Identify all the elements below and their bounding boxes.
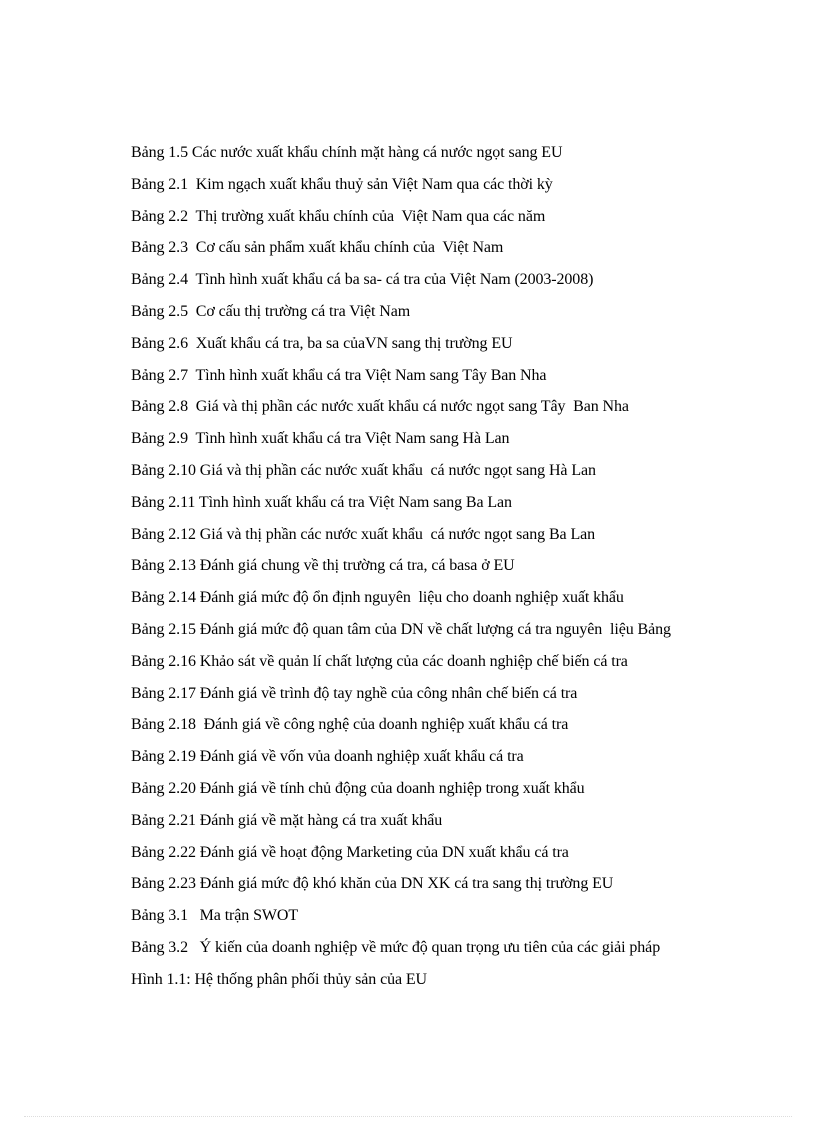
list-item: Bảng 2.4 Tình hình xuất khẩu cá ba sa- cá tra của Việt Nam (2003-2008) bbox=[131, 271, 594, 289]
list-item: Bảng 2.9 Tình hình xuất khẩu cá tra Việt Nam sang Hà Lan bbox=[131, 430, 510, 448]
list-item: Bảng 2.22 Đánh giá về hoạt động Marketing của DN xuất khẩu cá tra bbox=[131, 843, 569, 861]
list-item: Bảng 2.16 Khảo sát về quản lí chất lượng của các doanh nghiệp chế biến cá tra bbox=[131, 652, 628, 670]
list-item: Bảng 2.12 Giá và thị phần các nước xuất khẩu cá nước ngọt sang Ba Lan bbox=[131, 525, 596, 543]
list-item: Bảng 2.20 Đánh giá về tính chủ động của doanh nghiệp trong xuất khẩu bbox=[131, 779, 585, 797]
list-item: Bảng 2.2 Thị trường xuất khẩu chính của Việt Nam qua các năm bbox=[131, 207, 546, 225]
table-list bbox=[131, 141, 771, 1000]
list-item: Bảng 2.19 Đánh giá về vốn vủa doanh nghiệp xuất khẩu cá tra bbox=[131, 748, 524, 766]
list-item: Bảng 2.23 Đánh giá mức độ khó khăn của DN XK cá tra sang thị trường EU bbox=[131, 875, 614, 893]
list-item: Bảng 2.6 Xuất khẩu cá tra, ba sa củaVN sang thị trường EU bbox=[131, 334, 513, 352]
list-item: Hình 1.1: Hệ thống phân phối thủy sản của EU bbox=[131, 970, 427, 988]
list-item: Bảng 2.15 Đánh giá mức độ quan tâm của DN về chất lượng cá tra nguyên liệu Bảng bbox=[131, 620, 671, 638]
list-item: Bảng 2.10 Giá và thị phần các nước xuất khẩu cá nước ngọt sang Hà Lan bbox=[131, 461, 596, 479]
list-item: Bảng 2.8 Giá và thị phần các nước xuất khẩu cá nước ngọt sang Tây Ban Nha bbox=[131, 398, 629, 416]
list-item: Bảng 2.11 Tình hình xuất khẩu cá tra Việt Nam sang Ba Lan bbox=[131, 493, 512, 511]
list-item: Bảng 2.3 Cơ cấu sản phẩm xuất khẩu chính của Việt Nam bbox=[131, 239, 504, 257]
list-item: Bảng 1.5 Các nước xuất khẩu chính mặt hàng cá nước ngọt sang EU bbox=[131, 144, 563, 161]
list-item: Bảng 2.1 Kim ngạch xuất khẩu thuỷ sản Việt Nam qua các thời kỳ bbox=[131, 175, 553, 193]
list-item: Bảng 2.13 Đánh giá chung về thị trường cá tra, cá basa ở EU bbox=[131, 557, 515, 575]
list-item: Bảng 2.21 Đánh giá về mặt hàng cá tra xuất khẩu bbox=[131, 811, 443, 829]
list-item: Bảng 2.17 Đánh giá về trình độ tay nghề của công nhân chế biến cá tra bbox=[131, 684, 578, 702]
list-item: Bảng 2.5 Cơ cấu thị trường cá tra Việt Nam bbox=[131, 302, 411, 320]
page-divider bbox=[24, 1116, 792, 1117]
list-item: Bảng 3.1 Ma trận SWOT bbox=[131, 907, 299, 925]
list-item: Bảng 2.18 Đánh giá về công nghệ của doanh nghiệp xuất khẩu cá tra bbox=[131, 716, 569, 734]
list-item: Bảng 2.7 Tình hình xuất khẩu cá tra Việt Nam sang Tây Ban Nha bbox=[131, 366, 547, 384]
list-item: Bảng 2.14 Đánh giá mức độ ổn định nguyên liệu cho doanh nghiệp xuất khẩu bbox=[131, 589, 624, 607]
list-item: Bảng 3.2 Ý kiến của doanh nghiệp về mức độ quan trọng ưu tiên của các giải pháp bbox=[131, 938, 661, 956]
